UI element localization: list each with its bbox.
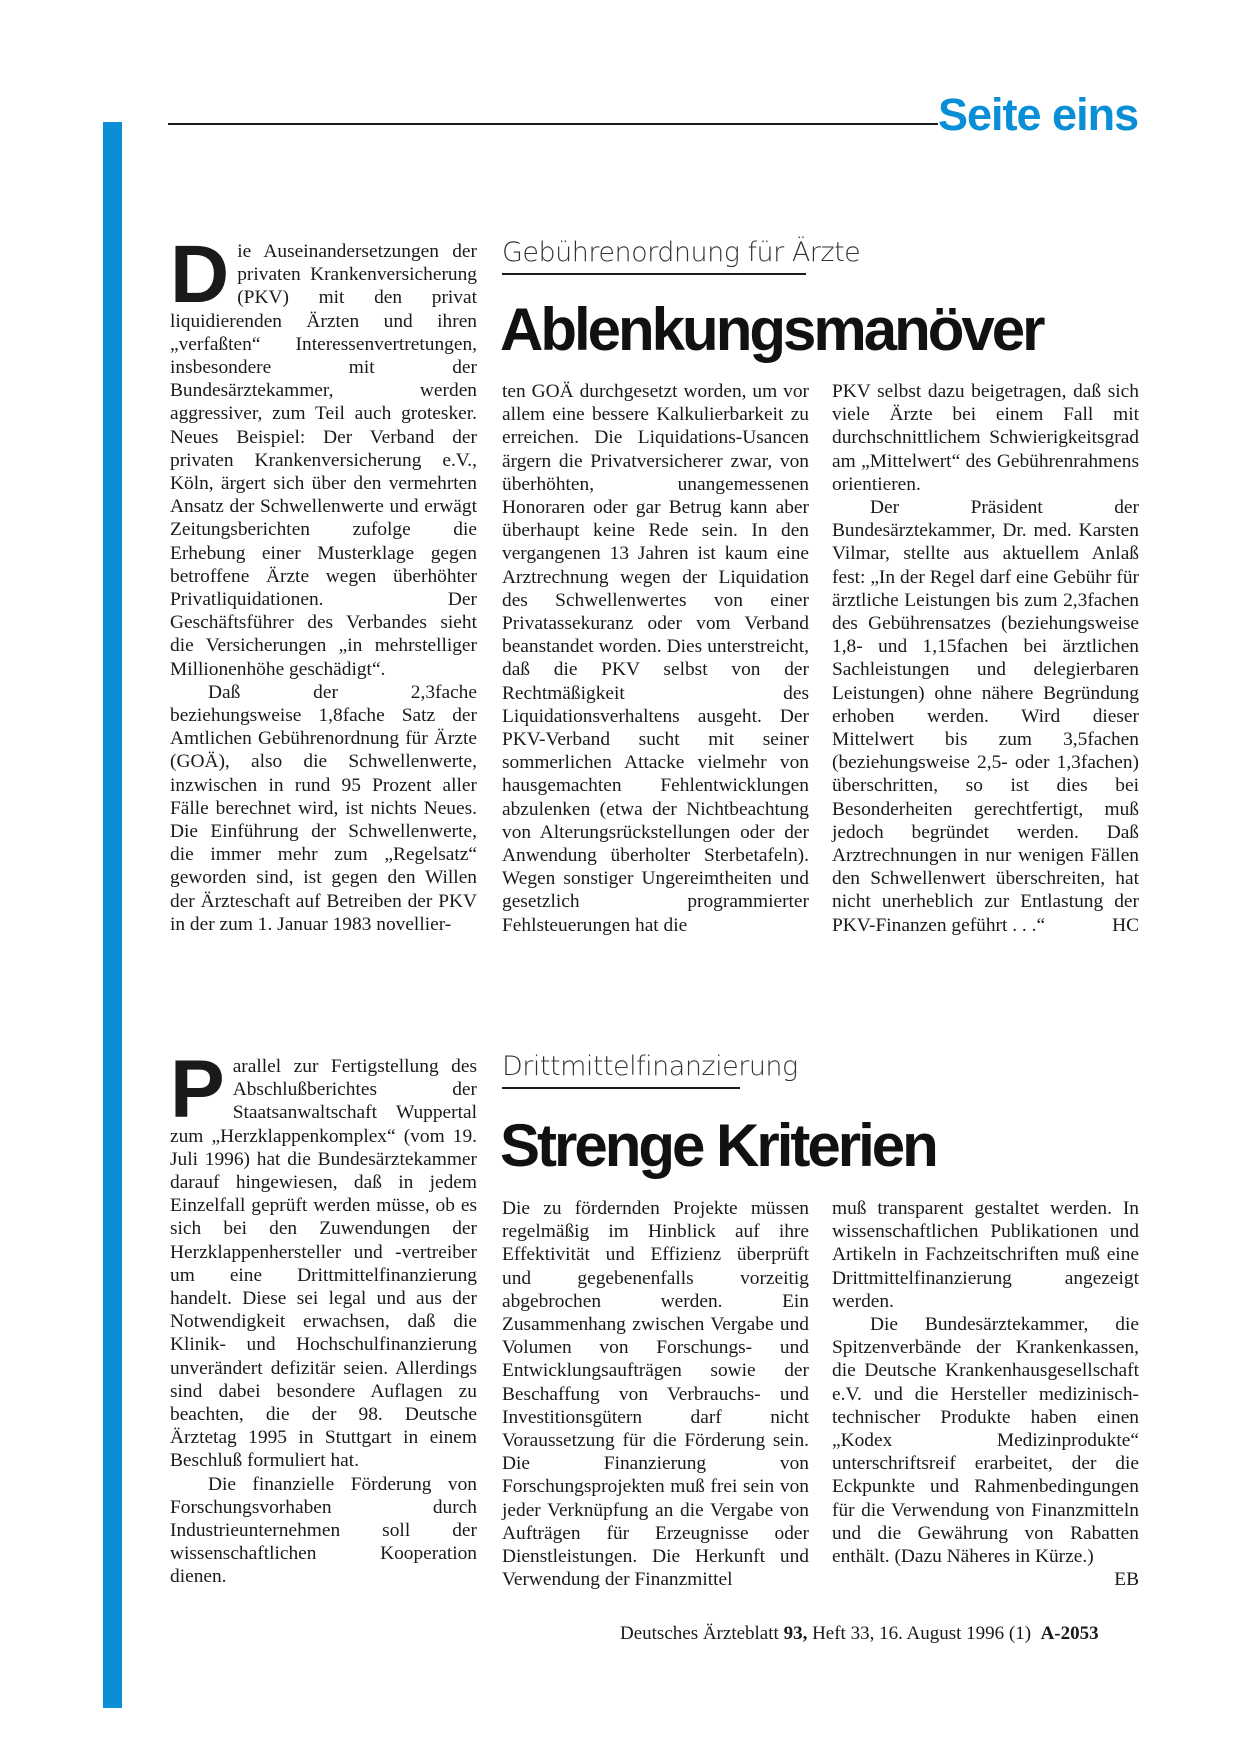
article2-column-2: [502, 1197, 809, 1591]
article2-kicker-underline: [502, 1087, 740, 1089]
article2-headline: Strenge Kriterien: [500, 1112, 936, 1179]
article1-col1-text-1: ie Auseinandersetzungen der privaten Krankenversicherung (PKV) mit den privat liquidierenden Ärzten und ihren „verfaßten“ Interessenvertretungen, insbesondere mit der Bundesärztekammer, werden aggressiver, zum Teil auch grotesker. Neues Beispiel: Der Verband der privaten Krankenversicherung e.V., Köln, ärgert sich über den vermehrten Ansatz der Schwellenwerte und erwägt Zeitungsberichten zufolge die Erhebung einer Musterklage gegen betroffene Ärzte wegen überhöhter Privatliquidationen. Der Geschäftsführer des Verbandes sieht die Versicherungen „in mehrstelliger Millionenhöhe geschädigt“.: [170, 241, 477, 680]
article1-col2-paragraph-1: ten GOÄ durchgesetzt worden, um vor allem eine bessere Kalkulierbarkeit zu erreichen. Die Liquidations-Usancen ärgern die Privatversicherer zwar, von überhöhten, unangemessenen Honoraren oder gar Betrug kann aber überhaupt keine Rede sein. In den vergangenen 13 Jahren ist kaum eine Arztrechnung wegen der Liquidation des Schwellenwertes von einer Privatassekuranz oder vom Verband beanstandet worden. Dies unterstreicht, daß die PKV selbst von der Rechtmäßigkeit des Liquidationsverhaltens ausgeht. Der PKV-Verband sucht mit seiner sommerlichen Attacke vielmehr von hausgemachten Fehlentwicklungen abzulenken (etwa der Nichtbeachtung von Alterungsrückstellungen oder der Anwendung überholter Sterbetafeln). Wegen sonstiger Ungereimtheiten und gesetzlich programmierter Fehlsteuerungen hat die: [502, 381, 809, 936]
footer-journal: Deutsches Ärzteblatt: [620, 1623, 779, 1644]
article1-column-2: [502, 380, 809, 937]
page-footer: [620, 1623, 1099, 1645]
article2-col3-paragraph-2: [832, 1313, 1139, 1591]
article1-col3-paragraph-2: [832, 496, 1139, 937]
header-rule: [168, 123, 938, 125]
article2-col3-paragraph-1: muß transparent gestaltet werden. In wissenschaftlichen Publikationen und Artikeln in Fachzeitschriften muß eine Drittmittelfinanzierung angezeigt werden.: [832, 1198, 1139, 1312]
footer-volume: 93,: [783, 1623, 808, 1644]
article2-col2-paragraph-1: Die zu fördernden Projekte müssen regelmäßig im Hinblick auf ihre Effektivität und Effizienz überprüft und gegebenenfalls vorzeitig abgebrochen werden. Ein Zusammenhang zwischen Vergabe und Volumen von Forschungs- und Entwicklungsaufträgen sowie der Beschaffung von Verbrauchs- und Investitionsgütern darf nicht Voraussetzung für die Förderung sein. Die Finanzierung von Forschungsprojekten muß frei sein von jeder Verknüpfung an die Vergabe von Aufträgen für Erzeugnisse oder Dienstleistungen. Die Herkunft und Verwendung der Finanzmittel: [502, 1198, 809, 1591]
article2-kicker: Drittmittelfinanzierung: [502, 1051, 798, 1082]
article1-col3-text-2: Der Präsident der Bundesärztekammer, Dr. med. Karsten Vilmar, stellte aus aktuellem Anlaß fest: „In der Regel darf eine Gebühr für ärztliche Leistungen bis zum 2,3fachen des Gebührensatzes (beziehungsweise 1,8- und 1,15fachen bei ärztlichen Sachleistungen und delegierbaren Leistungen) ohne nähere Begründung erhoben werden. Wird dieser Mittelwert bis zum 3,5fachen (beziehungsweise 2,5- oder 1,3fachen) überschritten, so ist dies bei Besonderheiten gerechtfertigt, muß jedoch begründet werden. Daß Arztrechnungen in nur wenigen Fällen den Schwellenwert überschreiten, hat nicht unerheblich zur Entlastung der PKV-Finanzen geführt . . .“: [832, 497, 1139, 936]
article2-col1-paragraph-1: [170, 1044, 477, 1473]
article2-col1-text-1: arallel zur Fertigstellung des Abschlußberichtes der Staatsanwaltschaft Wuppertal zum „Herzklappenkomplex“ (vom 19. Juli 1996) hat die Bundesärztekammer darauf hingewiesen, daß in jedem Einzelfall geprüft werden müsse, ob es sich bei den Zuwendungen der Herzklappenhersteller und -vertreiber um eine Drittmittelfinanzierung handelt. Diese sei legal und aus der Notwendigkeit erwachsen, daß die Klinik- und Hochschulfinanzierung unverändert defizitär seien. Allerdings sind dabei besondere Auflagen zu beachten, die der 98. Deutsche Ärztetag 1995 in Stuttgart in einem Beschluß formuliert hat.: [170, 1056, 477, 1472]
footer-page-number: A-2053: [1040, 1623, 1099, 1644]
article1-kicker-underline: [502, 273, 806, 275]
footer-issue: Heft 33, 16. August 1996 (1): [812, 1623, 1032, 1644]
article2-col3-text-2: Die Bundesärztekammer, die Spitzenverbände der Krankenkassen, die Deutsche Krankenhausgesellschaft e.V. und die Hersteller medizinisch-technischer Produkte haben einen „Kodex Medizinprodukte“ unterschriftsreif erarbeitet, der die Eckpunkte und Rahmenbedingungen für die Verwendung von Finanzmitteln und die Gewährung von Rabatten enthält. (Dazu Näheres in Kürze.): [832, 1314, 1139, 1568]
article1-headline: Ablenkungsmanöver: [500, 296, 1043, 363]
article1-dropcap: D: [170, 229, 230, 320]
article2-column-3: [832, 1197, 1139, 1591]
article2-column-1: [170, 1044, 477, 1589]
article1-column-3: [832, 380, 1139, 937]
article1-col3-paragraph-1: PKV selbst dazu beigetragen, daß sich viele Ärzte bei einem Fall mit durchschnittlichem Schwierigkeitsgrad am „Mittelwert“ des Gebührenrahmens orientieren.: [832, 381, 1139, 495]
article1-column-1: [170, 229, 477, 936]
article1-col1-paragraph-2: Daß der 2,3fache beziehungsweise 1,8fache Satz der Amtlichen Gebührenordnung für Ärzte (GOÄ), also die Schwellenwerte, inzwischen in rund 95 Prozent aller Fälle berechnet wird, ist nichts Neues. Die Einführung der Schwellenwerte, die immer mehr zum „Regelsatz“ geworden sind, ist gegen den Willen der Ärzteschaft auf Betreiben der PKV in der zum 1. Januar 1983 novellier-: [170, 681, 477, 935]
article1-kicker: Gebührenordnung für Ärzte: [502, 237, 861, 268]
article2-col1-paragraph-2: Die finanzielle Förderung von Forschungsvorhaben durch Industrieunternehmen soll der wissenschaftlichen Kooperation dienen.: [170, 1473, 477, 1588]
section-title: Seite eins: [938, 89, 1139, 140]
article2-dropcap: P: [170, 1044, 225, 1135]
accent-side-bar: [103, 122, 122, 1708]
article2-signature: EB: [1114, 1569, 1139, 1591]
article1-signature: HC: [1112, 914, 1139, 936]
article1-col1-paragraph-1: [170, 229, 477, 681]
